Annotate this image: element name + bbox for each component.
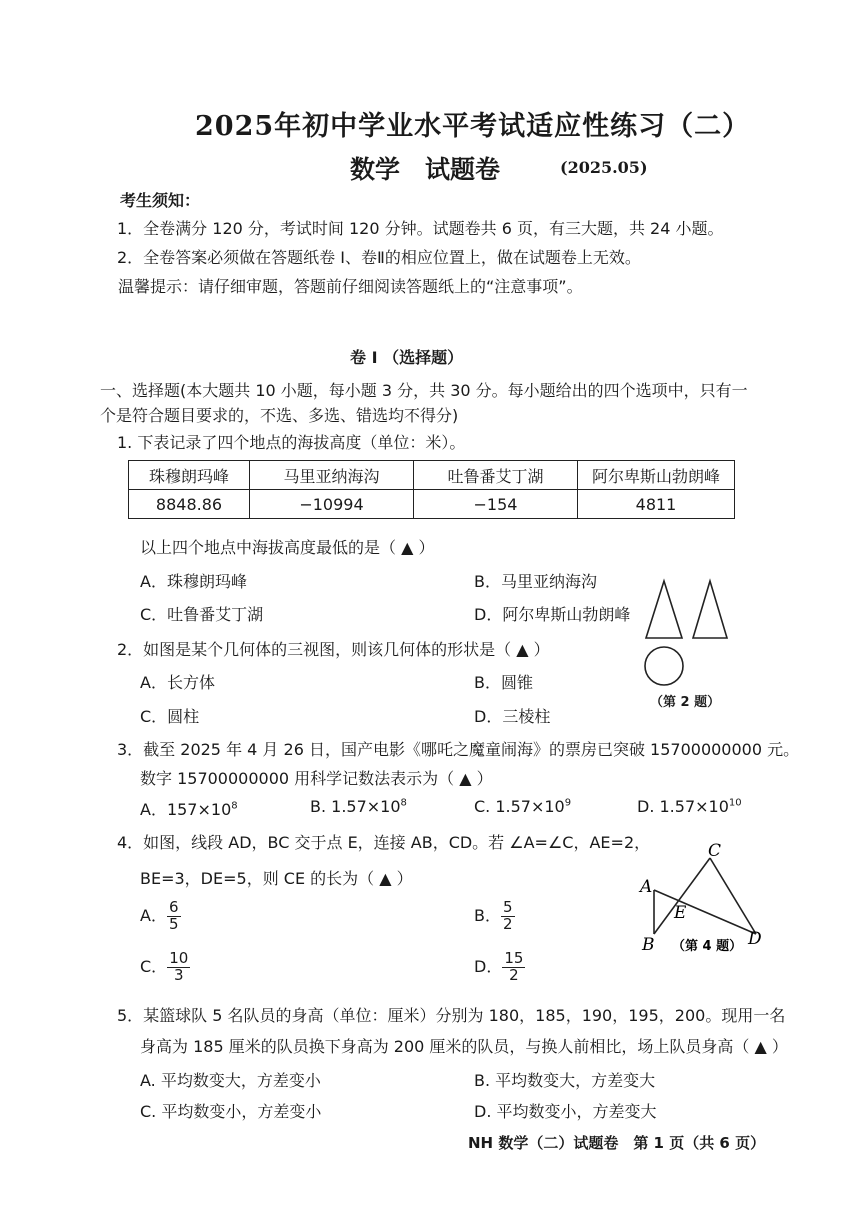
side-view-triangle xyxy=(693,581,727,638)
notice-item-2: 2．全卷答案必须做在答题纸卷 Ⅰ、卷Ⅱ的相应位置上，做在试题卷上无效。 xyxy=(117,248,641,267)
segment-cd xyxy=(710,858,756,934)
q5-stem-line1: 5．某篮球队 5 名队员的身高（单位：厘米）分别为 180，185，190，195，200。现用一名 xyxy=(117,1006,786,1025)
q4-option-a: A． $\frac{6}{5}$ xyxy=(140,898,179,933)
table-cell: −154 xyxy=(414,490,578,519)
point-label-e: E xyxy=(674,903,687,923)
table-header-row xyxy=(129,461,735,490)
q3-option-a: A．$157\times 10^8$ xyxy=(140,800,238,819)
point-label-a: A xyxy=(640,877,653,897)
q4-option-d: D． $\frac{15}{2}$ xyxy=(474,949,524,984)
q5-option-c: C. 平均数变小，方差变小 xyxy=(140,1102,322,1121)
q4-geometry-figure xyxy=(636,842,776,957)
point-label-b: B xyxy=(642,935,655,955)
altitude-table xyxy=(128,460,735,519)
q4-option-b: B． $\frac{5}{2}$ xyxy=(474,898,513,933)
q4-stem-line2: BE=3，DE=5，则 CE 的长为（ ▲ ） xyxy=(140,869,413,888)
q4-option-c: C． $\frac{10}{3}$ xyxy=(140,949,189,984)
table-cell: 4811 xyxy=(578,490,735,519)
top-view-circle xyxy=(645,647,683,685)
q5-stem-line2: 身高为 185 厘米的队员换下身高为 200 厘米的队员，与换人前相比，场上队员身高（ ▲ ） xyxy=(140,1037,788,1056)
table-header-cell: 吐鲁番艾丁湖 xyxy=(414,461,578,490)
page-footer: NH 数学（二）试题卷 第 1 页（共 6 页） xyxy=(468,1134,766,1152)
q5-option-d: D. 平均数变小，方差变大 xyxy=(474,1102,657,1121)
point-label-c: C xyxy=(708,842,722,861)
table-cell: 8848.86 xyxy=(129,490,250,519)
q1-option-b: B．马里亚纳海沟 xyxy=(474,572,597,591)
subject-title: 数学 试题卷 xyxy=(350,155,501,184)
q2-option-d: D．三棱柱 xyxy=(474,707,551,726)
q2-stem: 2．如图是某个几何体的三视图，则该几何体的形状是（ ▲ ） xyxy=(117,640,550,659)
section-intro-line1: 一、选择题(本大题共 10 小题，每小题 3 分，共 30 分。每小题给出的四个选项中，只有一 xyxy=(100,381,748,400)
table-header-cell: 珠穆朗玛峰 xyxy=(129,461,250,490)
notice-item-1: 1．全卷满分 120 分，考试时间 120 分钟。试题卷共 6 页，有三大题，共 24 小题。 xyxy=(117,219,724,238)
point-label-d: D xyxy=(748,929,762,949)
q3-option-b: B. $1.57\times 10^8$ xyxy=(310,797,407,816)
q1-option-d: D．阿尔卑斯山勃朗峰 xyxy=(474,605,631,624)
q1-question: 以上四个地点中海拔高度最低的是（ ▲ ） xyxy=(140,538,435,557)
table-row xyxy=(129,490,735,519)
q2-option-b: B．圆锥 xyxy=(474,673,533,692)
q5-option-a: A. 平均数变大，方差变小 xyxy=(140,1071,321,1090)
table-header-cell: 阿尔卑斯山勃朗峰 xyxy=(578,461,735,490)
notice-tip: 温馨提示：请仔细审题，答题前仔细阅读答题纸上的“注意事项”。 xyxy=(118,277,583,296)
q3-stem-line1: 3．截至 2025 年 4 月 26 日，国产电影《哪吒之魔童闹海》的票房已突破 15700000000 元。 xyxy=(117,740,800,759)
q3-stem-line2: 数字 15700000000 用科学记数法表示为（ ▲ ） xyxy=(140,769,493,788)
exam-title: 2025年初中学业水平考试适应性练习（二） xyxy=(195,111,751,142)
q2-option-a: A．长方体 xyxy=(140,673,215,692)
table-header-cell: 马里亚纳海沟 xyxy=(250,461,414,490)
q1-option-c: C．吐鲁番艾丁湖 xyxy=(140,605,264,624)
q2-option-c: C．圆柱 xyxy=(140,707,200,726)
q4-stem-line1: 4．如图，线段 AD，BC 交于点 E，连接 AB，CD。若 ∠A=∠C，AE=2， xyxy=(117,833,651,852)
q5-option-b: B. 平均数变大，方差变大 xyxy=(474,1071,656,1090)
table-cell: −10994 xyxy=(250,490,414,519)
q3-option-c: C. $1.57\times 10^9$ xyxy=(474,797,572,816)
q1-option-a: A．珠穆朗玛峰 xyxy=(140,572,247,591)
section-title: 卷 Ⅰ （选择题） xyxy=(350,348,464,367)
q1-stem: 1. 下表记录了四个地点的海拔高度（单位：米）。 xyxy=(117,433,466,452)
q2-figure-caption: （第 2 题） xyxy=(650,695,721,710)
notice-heading: 考生须知： xyxy=(120,191,201,210)
front-view-triangle xyxy=(646,581,682,638)
section-intro-line2: 个是符合题目要求的，不选、多选、错选均不得分) xyxy=(100,406,459,425)
q3-option-d: D. $1.57\times 10^{10}$ xyxy=(637,797,742,816)
exam-date: (2025.05) xyxy=(560,158,648,177)
q4-figure-caption: （第 4 题） xyxy=(672,939,743,954)
